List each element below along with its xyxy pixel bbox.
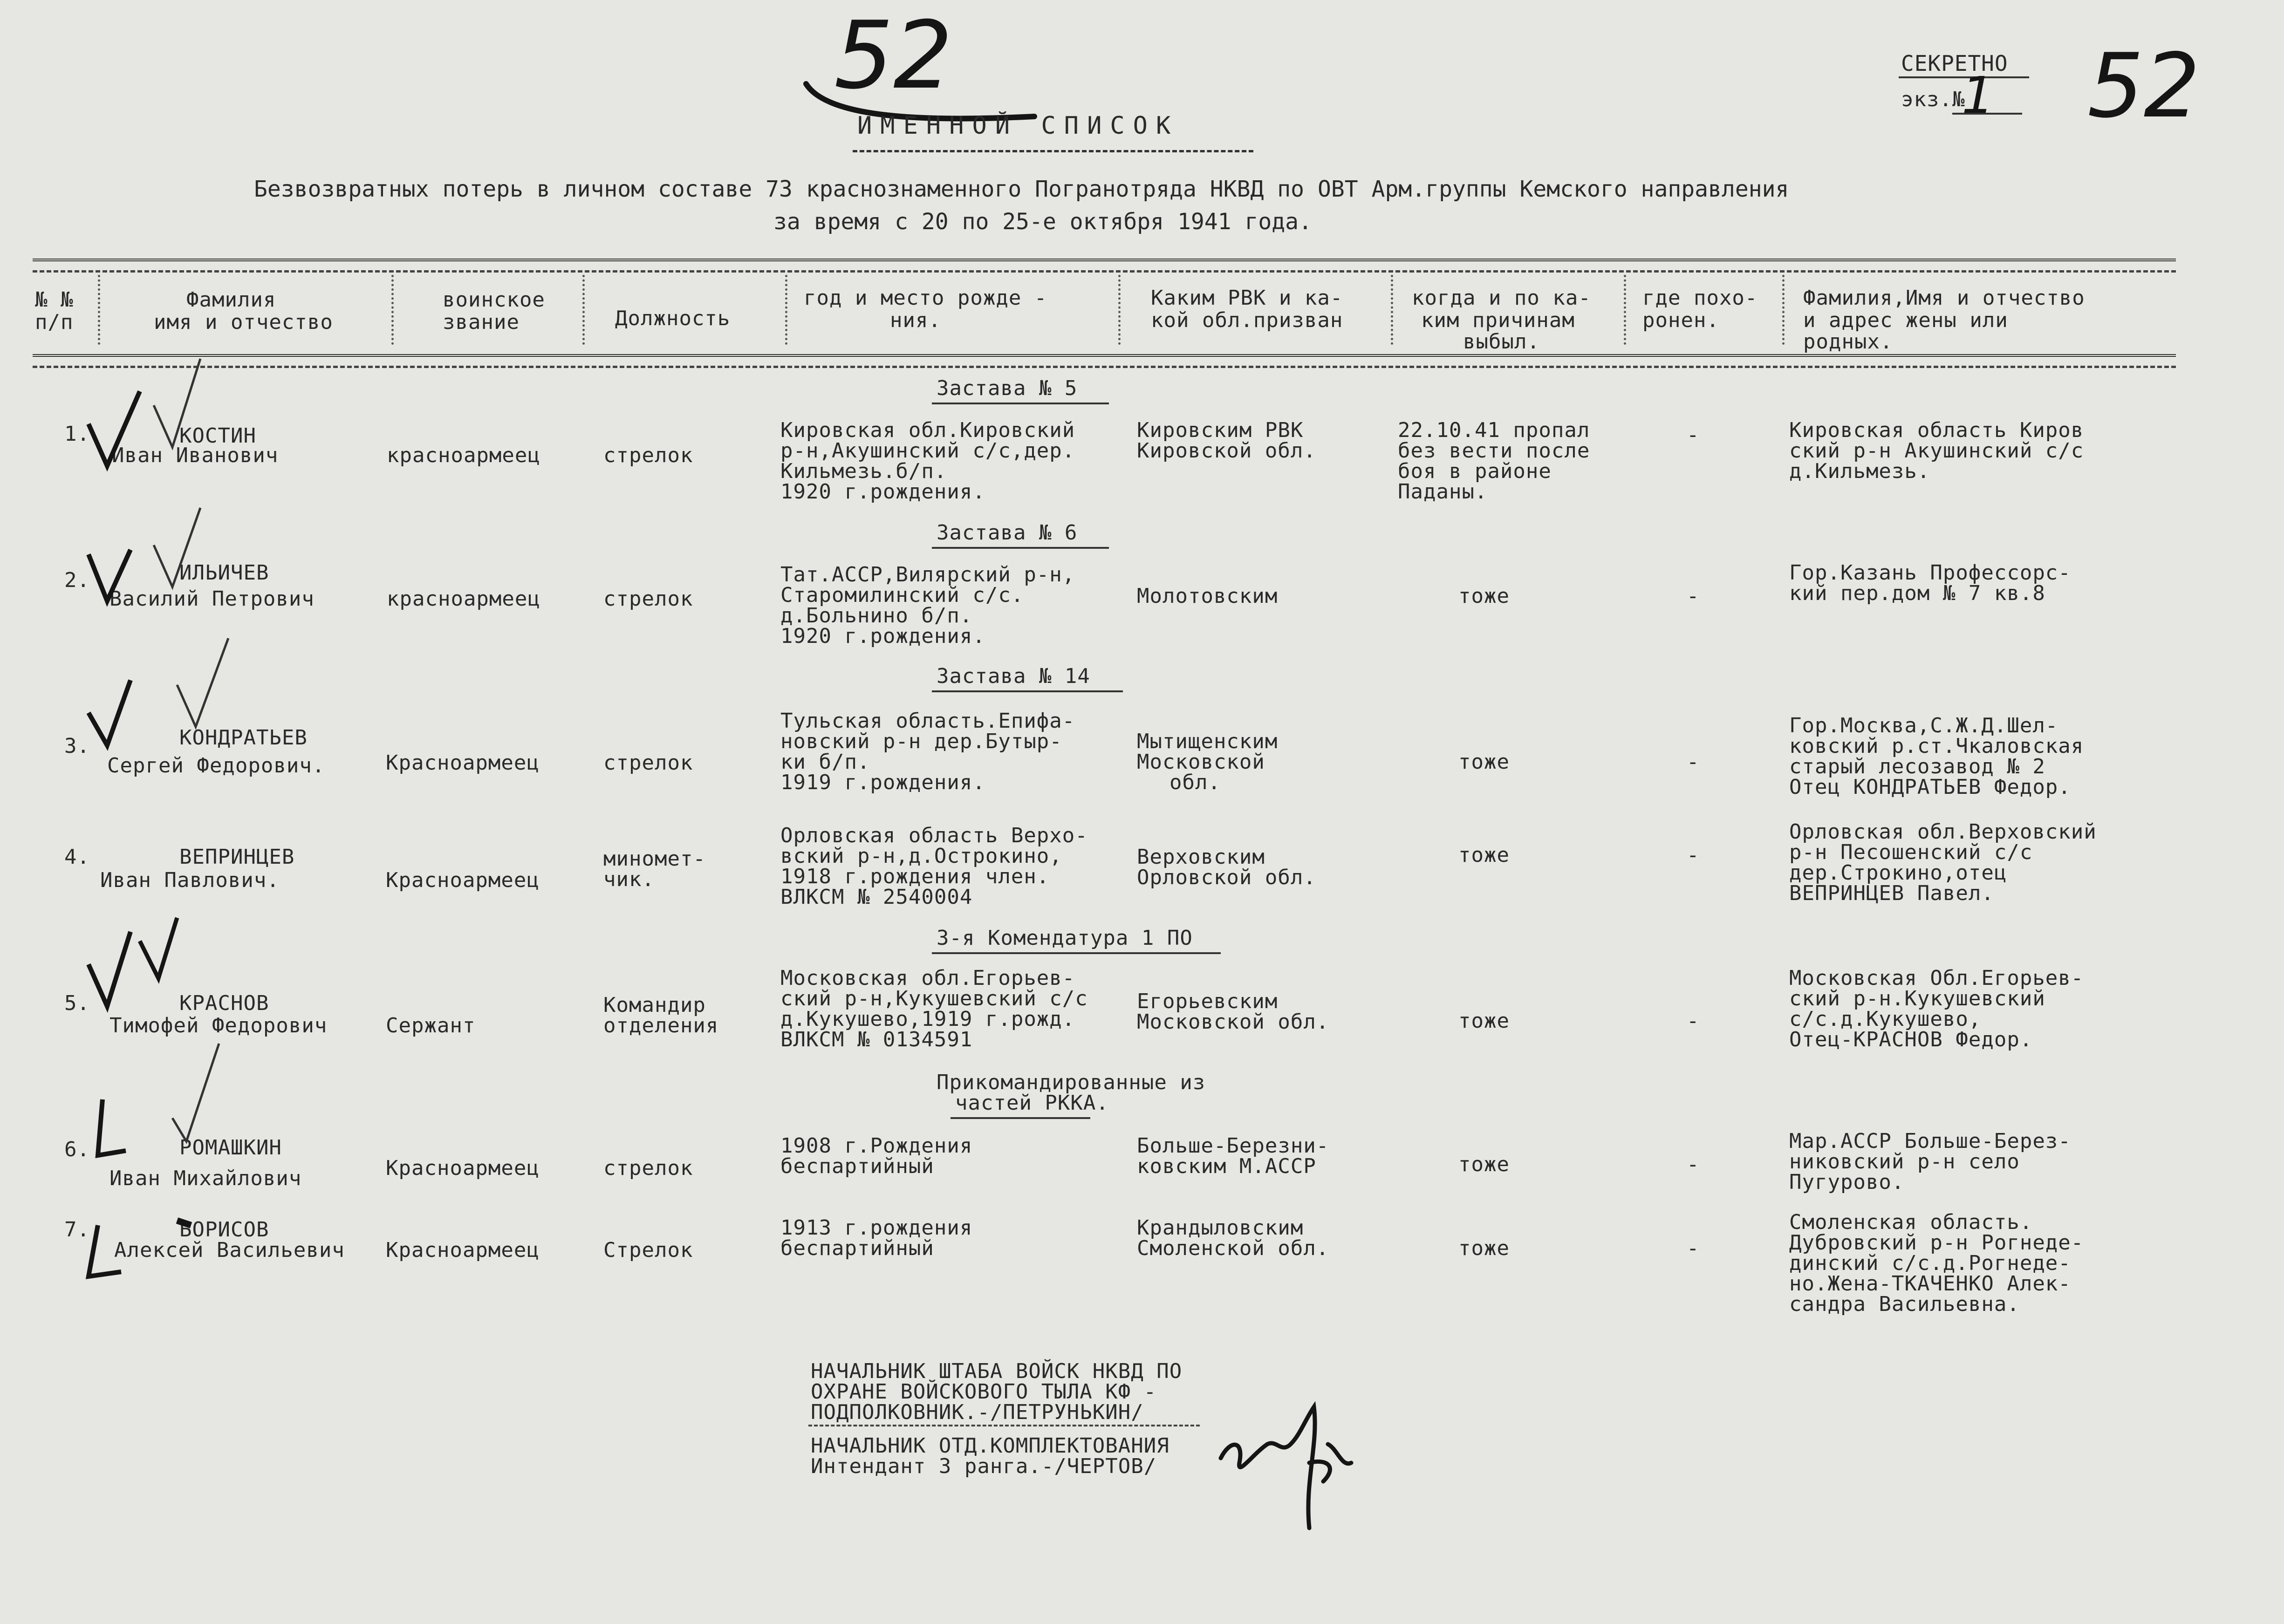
relatives-line-1: Московская Обл.Егорьев- [1789,966,2084,990]
col-sep-2 [391,275,394,345]
relatives-line-4: Отец-КРАСНОВ Федор. [1789,1028,2033,1051]
rvk-line-2: Московской [1137,750,1265,774]
person-name: Сергей Федорович. [107,754,325,778]
relatives-line-2: Дубровский р-н Рогнеде- [1789,1231,2084,1255]
person-rank: Красноармеец [386,1156,540,1180]
person-name: Иван Павлович. [100,868,280,892]
birth-line-4: 1920 г.рождения. [780,624,985,648]
rvk-line-2: Московской обл. [1137,1010,1329,1034]
birth-line-3: ки б/п. [780,750,870,774]
birth-line-1: Московская обл.Егорьев- [780,966,1075,990]
person-rank: красноармеец [387,444,540,467]
person-surname: ИЛЬИЧЕВ [179,561,269,585]
signature-line-4: НАЧАЛЬНИК ОТД.КОМПЛЕКТОВАНИЯ [811,1434,1169,1458]
header-name-line1: Фамилия [186,288,276,312]
person-post-line-1: Командир [603,993,706,1017]
buried-value: - [1687,584,1700,608]
person-surname: КРАСНОВ [179,991,269,1015]
rvk-line-1: Больше-Березни- [1137,1134,1329,1158]
person-surname: КОСТИН [179,424,256,448]
handwritten-check-mark [79,503,219,615]
relatives-line-2: никовский р-н село [1789,1150,2020,1174]
birth-line-4: ВЛКСМ № 2540004 [780,885,973,909]
rvk-line-1: Кировским РВК [1137,418,1304,442]
rvk-line-2: Смоленской обл. [1137,1236,1329,1260]
handwritten-corner-number: 52 [2087,34,2200,137]
handwritten-check-mark [79,354,219,475]
document-title: ИМЕННОЙ СПИСОК [857,112,1179,140]
when-line-1: тоже [1458,1236,1510,1260]
relatives-line-2: ский р-н.Кукушевский [1789,987,2045,1010]
relatives-line-3: Пугурово. [1789,1170,1905,1194]
rvk-line-1: Крандыловским [1137,1216,1304,1240]
person-surname: БОРИСОВ [179,1218,269,1242]
col-sep-7 [1624,275,1626,345]
birth-line-4: 1920 г.рождения. [780,480,985,504]
relatives-line-1: Смоленская область. [1789,1210,2033,1234]
header-number-line1: № № [35,288,74,312]
birth-line-2: р-н,Акушинский с/с,дер. [780,439,1075,463]
relatives-line-4: Отец КОНДРАТЬЕВ Федор. [1789,775,2071,799]
signature-underline [808,1425,1200,1426]
birth-line-4: 1919 г.рождения. [780,771,985,794]
handwritten-check-mark [89,1034,238,1165]
signature-line-2: ОХРАНЕ ВОЙСКОВОГО ТЫЛА КФ - [811,1380,1157,1404]
col-sep-4 [785,275,787,345]
section-underline-zastava-14 [932,690,1123,692]
person-post: стрелок [603,751,693,775]
relatives-line-2: кий пер.дом № 7 кв.8 [1789,581,2045,605]
buried-value: - [1687,843,1700,867]
relatives-line-3: с/с.д.Кукушево, [1789,1007,1982,1031]
section-title-zastava-6: Застава № 6 [937,521,1078,545]
relatives-line-1: Кировская область Киров [1789,418,2084,442]
birth-line-1: Кировская обл.Кировский [780,418,1075,442]
when-line-4: Паданы. [1398,480,1488,504]
rvk-line-1: Егорьевским [1137,989,1278,1013]
when-line-3: боя в районе [1398,459,1552,483]
rvk-line-3: обл. [1169,771,1221,794]
row-number: 4. [64,845,90,869]
header-birth-line1: год и место рожде - [804,286,1047,310]
when-line-1: тоже [1458,1009,1510,1033]
header-bottom-rule-2 [33,366,2176,368]
handwritten-check-mark [79,634,238,755]
birth-line-3: д.Больнино б/п. [780,604,973,628]
buried-value: - [1687,423,1700,447]
person-rank: Красноармеец [386,751,540,775]
document-subtitle-line2: за время с 20 по 25-е октября 1941 года. [773,209,1312,235]
birth-line-4: ВЛКСМ № 0134591 [780,1028,973,1051]
person-post-line-1: миномет- [603,847,706,871]
relatives-line-1: Гор.Москва,С.Ж.Д.Шел- [1789,714,2058,737]
signature-line-5: Интендант 3 ранга.-/ЧЕРТОВ/ [811,1454,1157,1478]
header-when-line1: когда и по ка- [1412,286,1591,310]
header-relatives-line1: Фамилия,Имя и отчество [1803,286,2085,310]
col-sep-3 [582,275,585,345]
handwritten-signature [1211,1388,1370,1542]
person-rank: Красноармеец [386,868,540,892]
birth-line-1: Тат.АССР,Вилярский р-н, [780,563,1075,587]
header-when-line2: ким причинам [1421,308,1575,332]
section-title-attached-line2: частей РККА. [955,1091,1109,1115]
person-name: Василий Петрович [109,587,315,611]
person-name: Иван Иванович [112,444,279,467]
person-post: Стрелок [603,1238,693,1262]
birth-line-2: вский р-н,д.Острокино, [780,844,1062,868]
person-post: стрелок [603,587,693,611]
birth-line-1: Тульская область.Епифа- [780,709,1075,733]
person-name: Алексей Васильевич [114,1238,345,1262]
section-underline-zastava-5 [932,403,1109,404]
person-name: Иван Михайлович [109,1167,302,1190]
buried-value: - [1687,1153,1700,1176]
person-post-line-2: чик. [603,867,655,891]
relatives-line-1: Орловская обл.Верховский [1789,820,2097,844]
birth-line-2: Старомилинский с/с. [780,583,1024,607]
header-buried-line2: ронен. [1642,308,1719,332]
relatives-line-1: Гор.Казань Профессорс- [1789,561,2071,585]
rvk-line-2: ковским М.АССР [1137,1154,1316,1178]
birth-line-2: беспартийный [780,1236,934,1260]
when-line-1: тоже [1458,750,1510,774]
person-post: стрелок [603,444,693,467]
handwritten-check-mark [79,913,219,1020]
col-sep-6 [1391,275,1393,345]
header-rvk-line1: Каким РВК и ка- [1151,286,1343,310]
copy-number-label: экз.№ [1901,88,1965,111]
birth-line-1: 1908 г.Рождения [780,1134,973,1158]
header-when-line3: выбыл. [1463,330,1540,354]
relatives-line-4: но.Жена-ТКАЧЕНКО Алек- [1789,1272,2071,1296]
rvk-line-2: Орловской обл. [1137,866,1316,889]
when-line-1: тоже [1458,584,1510,608]
copy-number-underline [1952,113,2022,115]
relatives-line-4: ВЕПРИНЦЕВ Павел. [1789,881,1994,905]
rvk-line-1: Молотовским [1137,584,1278,608]
person-name: Тимофей Федорович [109,1014,328,1037]
section-title-zastava-14: Застава № 14 [937,664,1090,688]
row-number: 5. [64,991,90,1015]
section-underline-zastava-6 [932,547,1109,549]
when-line-1: 22.10.41 пропал [1398,418,1590,442]
person-rank: Красноармеец [386,1238,540,1262]
section-title-attached-line1: Прикомандированные из [937,1071,1206,1094]
relatives-line-3: д.Кильмезь. [1789,459,1930,483]
section-title-commandant: 3-я Комендатура 1 ПО [937,926,1193,950]
header-relatives-line2: и адрес жены или [1803,308,2008,332]
header-bottom-rule [33,354,2176,357]
row-number: 2. [64,568,90,592]
header-top-rule-2 [33,270,2176,273]
row-number: 3. [64,734,90,758]
when-line-1: тоже [1458,1153,1510,1176]
header-number-line2: п/п [35,310,74,334]
relatives-line-5: сандра Васильевна. [1789,1292,2020,1316]
relatives-line-1: Мар.АССР Больше-Берез- [1789,1129,2071,1153]
signature-line-1: НАЧАЛЬНИК ШТАБА ВОЙСК НКВД ПО [811,1359,1183,1383]
person-surname: ВЕПРИНЦЕВ [179,845,295,869]
row-number: 6. [64,1138,90,1161]
handwritten-page-number: 52 [834,1,953,110]
handwritten-check-mark [79,1211,200,1281]
birth-line-2: ский р-н,Кукушевский с/с [780,987,1088,1010]
relatives-line-2: р-н Песошенский с/с [1789,840,2033,864]
relatives-line-2: ский р-н Акушинский с/с [1789,439,2084,463]
header-post: Должность [615,307,731,330]
copy-number-value: 1 [1962,66,1994,125]
section-underline-attached [951,1117,1090,1119]
rvk-line-2: Кировской обл. [1137,439,1316,463]
buried-value: - [1687,750,1700,774]
relatives-line-3: дер.Строкино,отец [1789,861,2007,885]
header-name-line2: имя и отчество [154,310,333,334]
col-sep-8 [1782,275,1785,345]
birth-line-1: Орловская область Верхо- [780,824,1088,847]
signature-line-3: ПОДПОЛКОВНИК.-/ПЕТРУНЬКИН/ [811,1400,1144,1424]
person-post: стрелок [603,1156,693,1180]
section-underline-commandant [932,952,1221,954]
birth-line-3: д.Кукушево,1919 г.рожд. [780,1007,1075,1031]
header-rank-line1: воинское [443,288,545,312]
row-number: 7. [64,1218,90,1242]
buried-value: - [1687,1236,1700,1260]
birth-line-2: новский р-н дер.Бутыр- [780,730,1062,753]
title-underline [853,150,1253,152]
birth-line-2: беспартийный [780,1154,934,1178]
buried-value: - [1687,1009,1700,1033]
person-post-line-2: отделения [603,1014,719,1037]
person-surname: КОНДРАТЬЕВ [179,726,308,750]
birth-line-3: Кильмезь.б/п. [780,459,947,483]
col-sep-1 [98,275,100,345]
header-rank-line2: звание [443,310,520,334]
header-top-rule [33,259,2176,261]
document-subtitle-line1: Безвозвратных потерь в личном составе 73 краснознаменного Погранотряда НКВД по ОВТ Арм.группы Кемского направления [254,176,1789,202]
relatives-line-3: старый лесозавод № 2 [1789,755,2045,778]
person-rank: красноармеец [387,587,540,611]
header-birth-line2: ния. [890,308,941,332]
secret-stamp-label: СЕКРЕТНО [1901,51,2008,76]
header-rvk-line2: кой обл.призван [1151,308,1343,332]
when-line-1: тоже [1458,843,1510,867]
section-title-zastava-5: Застава № 5 [937,376,1078,400]
birth-line-3: 1918 г.рождения член. [780,865,1050,888]
birth-line-1: 1913 г.рождения [780,1216,973,1240]
rvk-line-1: Мытищенским [1137,730,1278,753]
header-buried-line1: где похо- [1642,286,1758,310]
row-number: 1. [64,422,90,446]
col-sep-5 [1118,275,1121,345]
header-relatives-line3: родных. [1803,330,1893,354]
relatives-line-2: ковский р.ст.Чкаловская [1789,734,2084,758]
relatives-line-3: динский с/с.д.Рогнеде- [1789,1251,2071,1275]
person-surname: РОМАШКИН [179,1136,282,1160]
person-rank: Сержант [386,1014,476,1037]
when-line-2: без вести после [1398,439,1590,463]
rvk-line-1: Верховским [1137,845,1265,869]
